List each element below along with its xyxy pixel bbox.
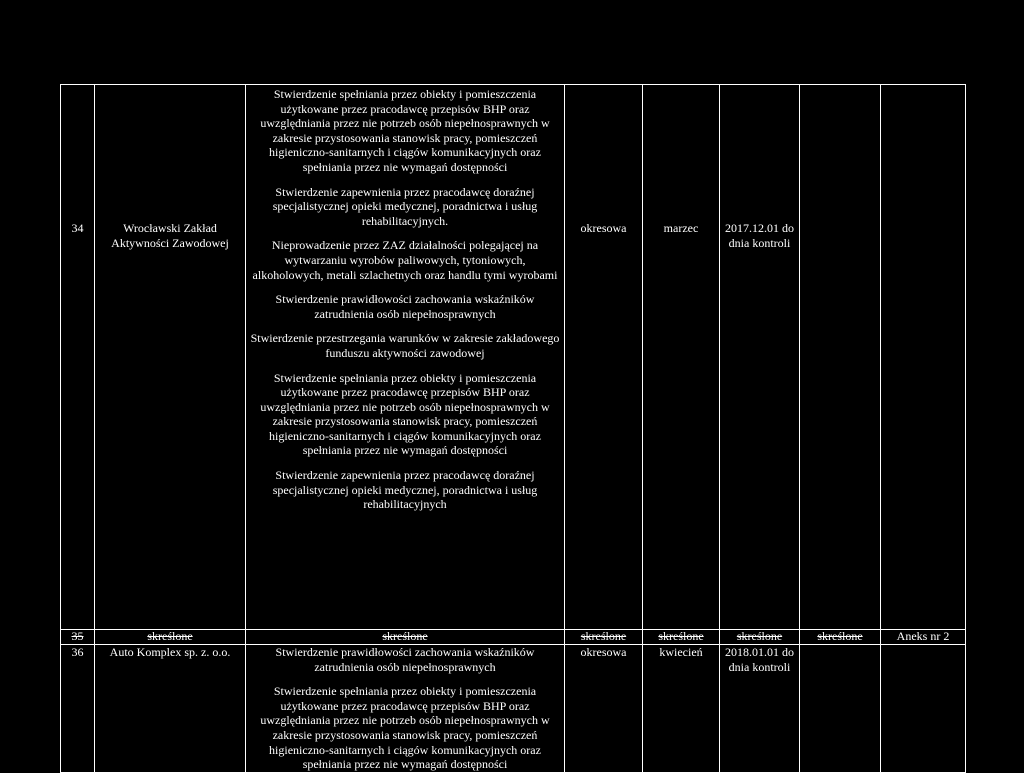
inspection-type: okresowa xyxy=(565,645,643,773)
scope-item: Stwierdzenie prawidłowości zachowania wskaźników zatrudnienia osób niepełnosprawnych xyxy=(275,645,535,674)
inspection-period: 2018.01.01 do dnia kontroli xyxy=(720,645,800,773)
inspection-period: skreślone xyxy=(720,630,800,645)
row-number: 36 xyxy=(61,645,95,773)
row-number: 34 xyxy=(61,85,95,630)
entity-name: Auto Komplex sp. z. o.o. xyxy=(95,645,246,773)
inspection-type: okresowa xyxy=(565,85,643,630)
inspection-scope: skreślone xyxy=(246,630,565,645)
table-row xyxy=(61,645,966,773)
inspection-month: kwiecień xyxy=(643,645,720,773)
scope-item: Stwierdzenie spełniania przez obiekty i pomieszczenia użytkowane przez pracodawcę przepisów BHP oraz uwzględniania przez nie potrzeb osób niepełnosprawnych w zakresie przystosowania stanowisk pracy, pomieszczeń higieniczno-sanitarnych i ciągów komunikacyjnych oraz spełniania przez nie wymagań dostępności xyxy=(260,684,550,772)
scope-item: Stwierdzenie przestrzegania warunków w zakresie zakładowego funduszu aktywności zawodowej xyxy=(250,331,560,360)
empty-cell xyxy=(800,85,881,630)
inspection-plan-table xyxy=(60,84,966,773)
table-row xyxy=(61,85,966,630)
entity-name: skreślone xyxy=(95,630,246,645)
inspection-scope xyxy=(246,645,565,773)
note-cell xyxy=(881,645,966,773)
entity-name: Wrocławski Zakład Aktywności Zawodowej xyxy=(95,85,246,630)
scope-item: Stwierdzenie prawidłowości zachowania wskaźników zatrudnienia osób niepełnosprawnych xyxy=(275,292,535,321)
table-row xyxy=(61,630,966,645)
row-number: 35 xyxy=(61,630,95,645)
inspection-scope xyxy=(246,85,565,630)
scope-item: Stwierdzenie spełniania przez obiekty i pomieszczenia użytkowane przez pracodawcę przepisów BHP oraz uwzględniania przez nie potrzeb osób niepełnosprawnych w zakresie przystosowania stanowisk pracy, pomieszczeń higieniczno-sanitarnych i ciągów komunikacyjnych oraz spełniania przez nie wymagań dostępności xyxy=(260,370,550,458)
scope-item: Stwierdzenie zapewnienia przez pracodawcę doraźnej specjalistycznej opieki medycznej, poradnictwa i usług rehabilitacyjnych xyxy=(272,468,538,512)
scope-item: Nieprowadzenie przez ZAZ działalności polegającej na wytwarzaniu wyrobów paliwowych, tytoniowych, alkoholowych, metali szlachetnych oraz handlu tymi wyrobami xyxy=(252,238,558,282)
scope-item: Stwierdzenie spełniania przez obiekty i pomieszczenia użytkowane przez pracodawcę przepisów BHP oraz uwzględniania przez nie potrzeb osób niepełnosprawnych w zakresie przystosowania stanowisk pracy, pomieszczeń higieniczno-sanitarnych i ciągów komunikacyjnych oraz spełniania przez nie wymagań dostępności xyxy=(260,87,550,174)
inspection-month: marzec xyxy=(643,85,720,630)
inspection-month: skreślone xyxy=(643,630,720,645)
scope-item: Stwierdzenie zapewnienia przez pracodawcę doraźnej specjalistycznej opieki medycznej, poradnictwa i usług rehabilitacyjnych. xyxy=(272,184,538,228)
note-cell xyxy=(881,85,966,630)
extra-cell: skreślone xyxy=(800,630,881,645)
inspection-type: skreślone xyxy=(565,630,643,645)
inspection-period: 2017.12.01 do dnia kontroli xyxy=(720,85,800,630)
empty-cell xyxy=(800,645,881,773)
note-cell: Aneks nr 2 xyxy=(881,630,966,645)
